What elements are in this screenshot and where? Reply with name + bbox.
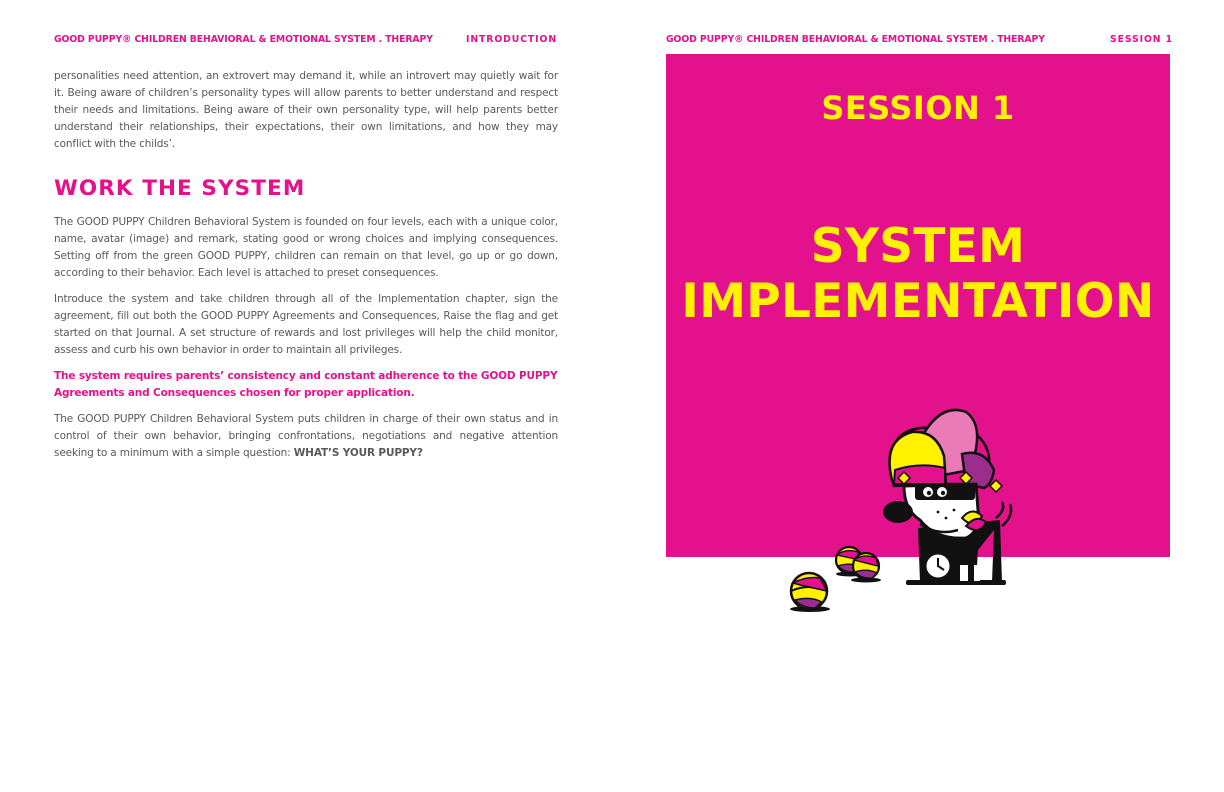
paragraph-charge xyxy=(54,411,558,462)
key-question: WHAT’S YOUR PUPPY? xyxy=(293,447,423,459)
beach-ball-icon xyxy=(790,573,830,612)
clock-icon xyxy=(925,553,951,579)
left-section-label: INTRODUCTION xyxy=(466,34,558,45)
left-page-body xyxy=(54,68,558,471)
copyright-mark: © xyxy=(996,575,1002,582)
chapter-title xyxy=(666,219,1170,329)
session-title: SESSION 1 xyxy=(821,89,1015,127)
right-running-header: GOOD PUPPY® CHILDREN BEHAVIORAL & EMOTIONAL SYSTEM . THERAPY xyxy=(666,34,1045,45)
intro-paragraph: personalities need attention, an extrovert may demand it, while an introvert may quietly wait for it. Being aware of children’s personality types will allow parents to better understand and respect their needs and limitations. Being aware of their own personality type, will help parents better understand their relationships, their expectations, their own limitations, and how they may conflict with the childs’. xyxy=(54,70,558,150)
left-running-header: GOOD PUPPY® CHILDREN BEHAVIORAL & EMOTIONAL SYSTEM . THERAPY xyxy=(54,34,433,45)
right-section-label: SESSION 1 xyxy=(1110,34,1173,45)
section-heading: WORK THE SYSTEM xyxy=(54,176,306,201)
highlight-paragraph: The system requires parents’ consistency and constant adherence to the GOOD PUPPY Agreements and Consequences chosen for proper application. xyxy=(54,370,558,399)
chapter-title-line-1: SYSTEM xyxy=(810,219,1026,274)
chapter-title-line-2: IMPLEMENTATION xyxy=(681,274,1155,329)
paragraph-charge-text: The GOOD PUPPY Children Behavioral System puts children in charge of their own status and in control of their own behavior, bringing confrontations, negotiations and negative attention seeking to a minimum with a simple question: xyxy=(54,413,558,459)
beach-ball-icon xyxy=(851,553,881,583)
paragraph-introduce: Introduce the system and take children through all of the Implementation chapter, sign the agreement, fill out both the GOOD PUPPY Agreements and Consequences, Raise the flag and get started on that Journal. A set structure of rewards and lost privileges will help the child monitor, assess and curb his own behavior in order to maintain all privileges. xyxy=(54,293,558,356)
paragraph-levels: The GOOD PUPPY Children Behavioral System is founded on four levels, each with a unique color, name, avatar (image) and remark, stating good or wrong choices and implying consequences. Setting off from the green GOOD PUPPY, children can remain on that level, go up or go down, according to their behavior. Each level is attached to preset consequences. xyxy=(54,216,558,279)
jester-puppy-mascot-icon xyxy=(770,400,1020,615)
